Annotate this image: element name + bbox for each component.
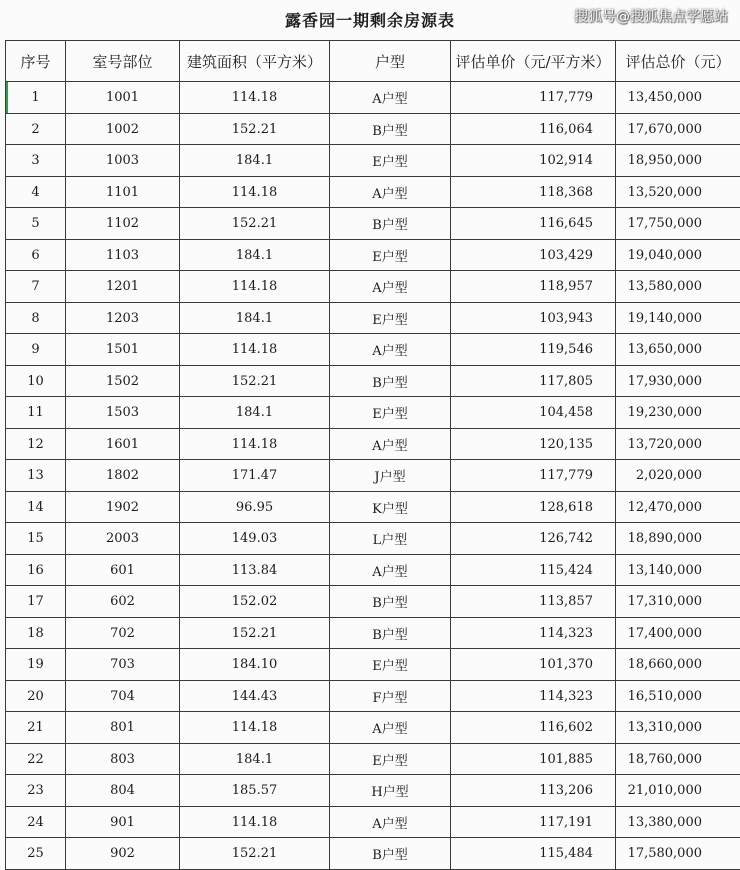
table-row [6,712,740,744]
cell-area: 114.18 [180,712,330,744]
watermark: 搜狐号@搜狐焦点学愿站 [574,6,728,26]
table-row [6,397,740,429]
cell-layout: E户型 [330,649,451,681]
cell-area: 113.84 [180,555,330,586]
cell-index: 6 [6,240,66,271]
table-row [6,775,740,807]
table-row [6,114,740,145]
cell-unit: 801 [66,712,180,744]
cell-area: 152.21 [180,208,330,240]
cell-total-price: 13,310,000 [616,712,740,744]
cell-unit-price: 117,779 [451,82,616,114]
cell-area: 114.18 [180,334,330,366]
table-row [6,271,740,303]
cell-unit-price: 126,742 [451,523,616,555]
cell-total-price: 17,930,000 [616,366,740,397]
cell-layout: A户型 [330,82,451,114]
table-row [6,334,740,366]
cell-layout: A户型 [330,712,451,744]
cell-unit-price: 120,135 [451,429,616,460]
column-header-area: 建筑面积（平方米） [180,41,330,82]
cell-index: 16 [6,555,66,586]
table-body [6,82,740,870]
cell-unit-price: 116,064 [451,114,616,145]
cell-layout: B户型 [330,208,451,240]
cell-unit: 703 [66,649,180,681]
cell-layout: E户型 [330,303,451,334]
cell-area: 114.18 [180,82,330,114]
cell-unit: 1103 [66,240,180,271]
cell-index: 8 [6,303,66,334]
cell-layout: A户型 [330,177,451,208]
cell-unit-price: 128,618 [451,492,616,523]
cell-unit: 1201 [66,271,180,303]
cell-index: 21 [6,712,66,744]
cell-unit: 704 [66,681,180,712]
cell-total-price: 17,670,000 [616,114,740,145]
cell-total-price: 18,660,000 [616,649,740,681]
cell-index: 9 [6,334,66,366]
cell-total-price: 18,950,000 [616,145,740,177]
table-row [6,460,740,492]
cell-unit-price: 101,885 [451,744,616,775]
cell-total-price: 17,310,000 [616,586,740,618]
cell-index: 3 [6,145,66,177]
cell-layout: A户型 [330,429,451,460]
cell-area: 184.10 [180,649,330,681]
table-row [6,586,740,618]
cell-unit-price: 118,368 [451,177,616,208]
table-row [6,555,740,586]
cell-total-price: 19,140,000 [616,303,740,334]
cell-unit-price: 103,429 [451,240,616,271]
cell-area: 152.21 [180,838,330,870]
cell-unit-price: 114,323 [451,681,616,712]
table-row [6,82,740,114]
table-row [6,523,740,555]
cell-unit: 1101 [66,177,180,208]
table-row [6,492,740,523]
cell-layout: H户型 [330,775,451,807]
cell-unit-price: 104,458 [451,397,616,429]
cell-layout: J户型 [330,460,451,492]
column-header-index: 序号 [6,41,66,82]
cell-unit: 1102 [66,208,180,240]
cell-index: 4 [6,177,66,208]
cell-total-price: 12,470,000 [616,492,740,523]
table-row [6,429,740,460]
cell-layout: E户型 [330,240,451,271]
cell-layout: A户型 [330,555,451,586]
cell-total-price: 16,510,000 [616,681,740,712]
table-row [6,145,740,177]
cell-area: 185.57 [180,775,330,807]
cell-area: 114.18 [180,177,330,208]
cell-index: 11 [6,397,66,429]
cell-unit: 803 [66,744,180,775]
cell-unit: 1601 [66,429,180,460]
cell-index: 23 [6,775,66,807]
housing-table-container [5,40,740,870]
column-header-unit: 室号部位 [66,41,180,82]
table-row [6,240,740,271]
cell-total-price: 13,380,000 [616,807,740,838]
cell-layout: A户型 [330,334,451,366]
cell-index: 19 [6,649,66,681]
table-row [6,681,740,712]
cell-total-price: 18,760,000 [616,744,740,775]
table-row [6,366,740,397]
cell-unit: 1003 [66,145,180,177]
cell-unit-price: 103,943 [451,303,616,334]
cell-total-price: 19,230,000 [616,397,740,429]
cell-unit: 1002 [66,114,180,145]
cell-unit: 1203 [66,303,180,334]
cell-unit-price: 101,370 [451,649,616,681]
cell-index: 13 [6,460,66,492]
cell-unit-price: 113,857 [451,586,616,618]
cell-area: 184.1 [180,303,330,334]
cell-unit: 1502 [66,366,180,397]
cell-index[interactable]: 1 [6,82,66,114]
cell-total-price: 17,580,000 [616,838,740,870]
cell-layout: A户型 [330,271,451,303]
cell-index: 15 [6,523,66,555]
cell-total-price: 2,020,000 [616,460,740,492]
cell-total-price: 13,520,000 [616,177,740,208]
cell-layout: L户型 [330,523,451,555]
cell-total-price: 13,720,000 [616,429,740,460]
housing-table [5,40,740,870]
cell-unit-price: 115,424 [451,555,616,586]
cell-area: 149.03 [180,523,330,555]
cell-area: 152.02 [180,586,330,618]
cell-area: 152.21 [180,618,330,649]
cell-index: 18 [6,618,66,649]
cell-index: 25 [6,838,66,870]
cell-layout: E户型 [330,397,451,429]
cell-total-price: 21,010,000 [616,775,740,807]
cell-total-price: 13,450,000 [616,82,740,114]
cell-unit: 901 [66,807,180,838]
cell-index: 12 [6,429,66,460]
cell-area: 114.18 [180,429,330,460]
table-header-row [6,41,740,82]
cell-area: 144.43 [180,681,330,712]
column-header-unit-price: 评估单价（元/平方米） [451,41,616,82]
cell-total-price: 18,890,000 [616,523,740,555]
cell-layout: B户型 [330,114,451,145]
cell-index: 17 [6,586,66,618]
cell-area: 184.1 [180,744,330,775]
cell-layout: E户型 [330,744,451,775]
cell-unit-price: 117,191 [451,807,616,838]
cell-index: 24 [6,807,66,838]
cell-layout: E户型 [330,145,451,177]
table-row [6,744,740,775]
cell-unit: 702 [66,618,180,649]
table-row [6,618,740,649]
cell-unit: 804 [66,775,180,807]
cell-unit-price: 115,484 [451,838,616,870]
column-header-layout: 户型 [330,41,451,82]
cell-unit: 1501 [66,334,180,366]
page-title: 露香园一期剩余房源表 [0,8,740,34]
cell-layout: B户型 [330,618,451,649]
cell-area: 171.47 [180,460,330,492]
table-row [6,303,740,334]
cell-total-price: 17,750,000 [616,208,740,240]
cell-total-price: 19,040,000 [616,240,740,271]
cell-unit-price: 102,914 [451,145,616,177]
cell-index: 5 [6,208,66,240]
cell-layout: K户型 [330,492,451,523]
cell-unit-price: 118,957 [451,271,616,303]
table-row [6,838,740,870]
cell-index: 2 [6,114,66,145]
cell-total-price: 13,140,000 [616,555,740,586]
cell-unit-price: 117,779 [451,460,616,492]
cell-layout: F户型 [330,681,451,712]
cell-layout: B户型 [330,838,451,870]
cell-area: 96.95 [180,492,330,523]
cell-area: 184.1 [180,397,330,429]
cell-unit: 2003 [66,523,180,555]
cell-index: 14 [6,492,66,523]
cell-layout: A户型 [330,807,451,838]
table-row [6,807,740,838]
cell-layout: B户型 [330,586,451,618]
cell-unit: 601 [66,555,180,586]
column-header-total-price: 评估总价（元） [616,41,740,82]
cell-unit-price: 117,805 [451,366,616,397]
cell-area: 114.18 [180,807,330,838]
cell-total-price: 13,580,000 [616,271,740,303]
cell-index: 20 [6,681,66,712]
cell-unit-price: 116,645 [451,208,616,240]
cell-index: 10 [6,366,66,397]
cell-area: 184.1 [180,240,330,271]
cell-unit: 602 [66,586,180,618]
cell-unit-price: 116,602 [451,712,616,744]
cell-area: 152.21 [180,114,330,145]
cell-area: 114.18 [180,271,330,303]
table-row [6,177,740,208]
cell-unit: 1001 [66,82,180,114]
cell-unit-price: 114,323 [451,618,616,649]
cell-area: 184.1 [180,145,330,177]
cell-total-price: 17,400,000 [616,618,740,649]
table-row [6,649,740,681]
table-row [6,208,740,240]
cell-unit-price: 119,546 [451,334,616,366]
cell-index: 7 [6,271,66,303]
cell-unit: 1503 [66,397,180,429]
cell-unit: 1802 [66,460,180,492]
cell-unit-price: 113,206 [451,775,616,807]
cell-layout: B户型 [330,366,451,397]
cell-unit: 902 [66,838,180,870]
cell-unit: 1902 [66,492,180,523]
cell-area: 152.21 [180,366,330,397]
cell-index: 22 [6,744,66,775]
cell-total-price: 13,650,000 [616,334,740,366]
